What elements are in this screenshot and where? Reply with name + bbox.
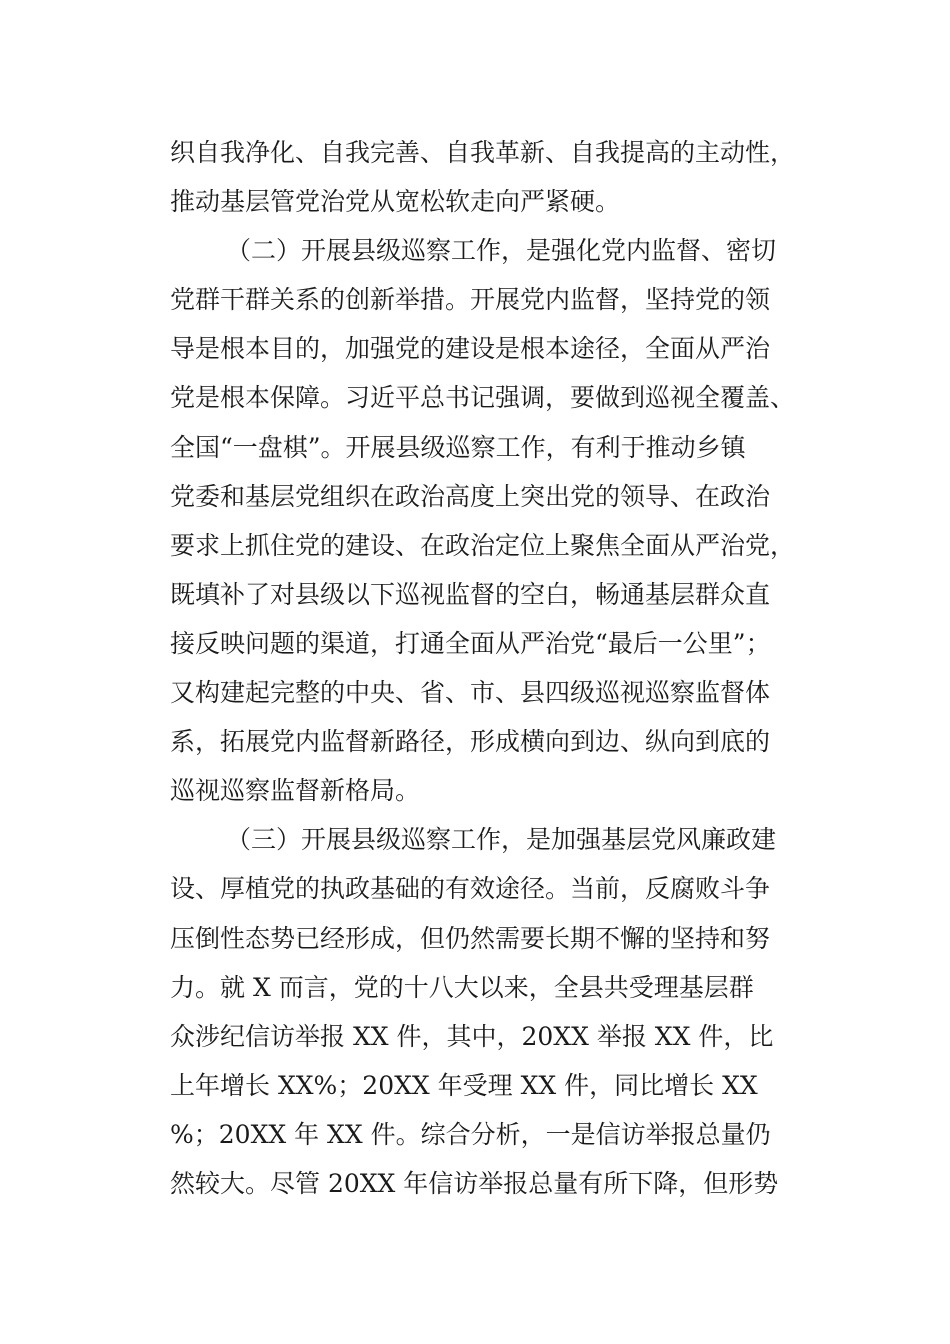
text-line: 推动基层管党治党从宽松软走向严紧硬。 [170, 187, 621, 217]
text-line: 党是根本保障。习近平总书记强调，要做到巡视全覆盖、 [170, 383, 796, 413]
text-line: 党群干群关系的创新举措。开展党内监督，坚持党的领 [170, 285, 771, 315]
text-line: 力。就 X 而言，党的十八大以来，全县共受理基层群 [170, 972, 754, 1002]
text-line: 又构建起完整的中央、省、市、县四级巡视巡察监督体 [170, 678, 771, 708]
text-line: 设、厚植党的执政基础的有效途径。当前，反腐败斗争 [170, 874, 771, 904]
paragraph-start-line: （三）开展县级巡察工作，是加强基层党风廉政建 [226, 825, 777, 855]
text-line: 党委和基层党组织在政治高度上突出党的领导、在政治 [170, 481, 771, 511]
text-line: 要求上抓住党的建设、在政治定位上聚焦全面从严治党， [170, 530, 796, 560]
document-body [170, 128, 796, 1208]
text-line: 上年增长 XX%；20XX 年受理 XX 件，同比增长 XX [170, 1070, 758, 1100]
text-line: 接反映问题的渠道，打通全面从严治党“最后一公里”； [170, 628, 771, 658]
text-line: %；20XX 年 XX 件。综合分析，一是信访举报总量仍 [170, 1119, 771, 1149]
text-line: 织自我净化、自我完善、自我革新、自我提高的主动性， [170, 138, 796, 167]
text-line: 压倒性态势已经形成，但仍然需要长期不懈的坚持和努 [170, 923, 771, 953]
paragraph-start-line: （二）开展县级巡察工作，是强化党内监督、密切 [226, 236, 777, 266]
text-line: 巡视巡察监督新格局。 [170, 776, 421, 806]
text-line: 全国“一盘棋”。开展县级巡察工作，有利于推动乡镇 [170, 432, 746, 462]
text-line: 既填补了对县级以下巡视监督的空白，畅通基层群众直 [170, 579, 771, 609]
text-line: 系，拓展党内监督新路径，形成横向到边、纵向到底的 [170, 727, 771, 757]
text-line: 然较大。尽管 20XX 年信访举报总量有所下降，但形势 [170, 1168, 779, 1198]
text-line: 众涉纪信访举报 XX 件，其中，20XX 举报 XX 件，比 [170, 1021, 774, 1051]
text-line: 导是根本目的，加强党的建设是根本途径，全面从严治 [170, 334, 771, 364]
